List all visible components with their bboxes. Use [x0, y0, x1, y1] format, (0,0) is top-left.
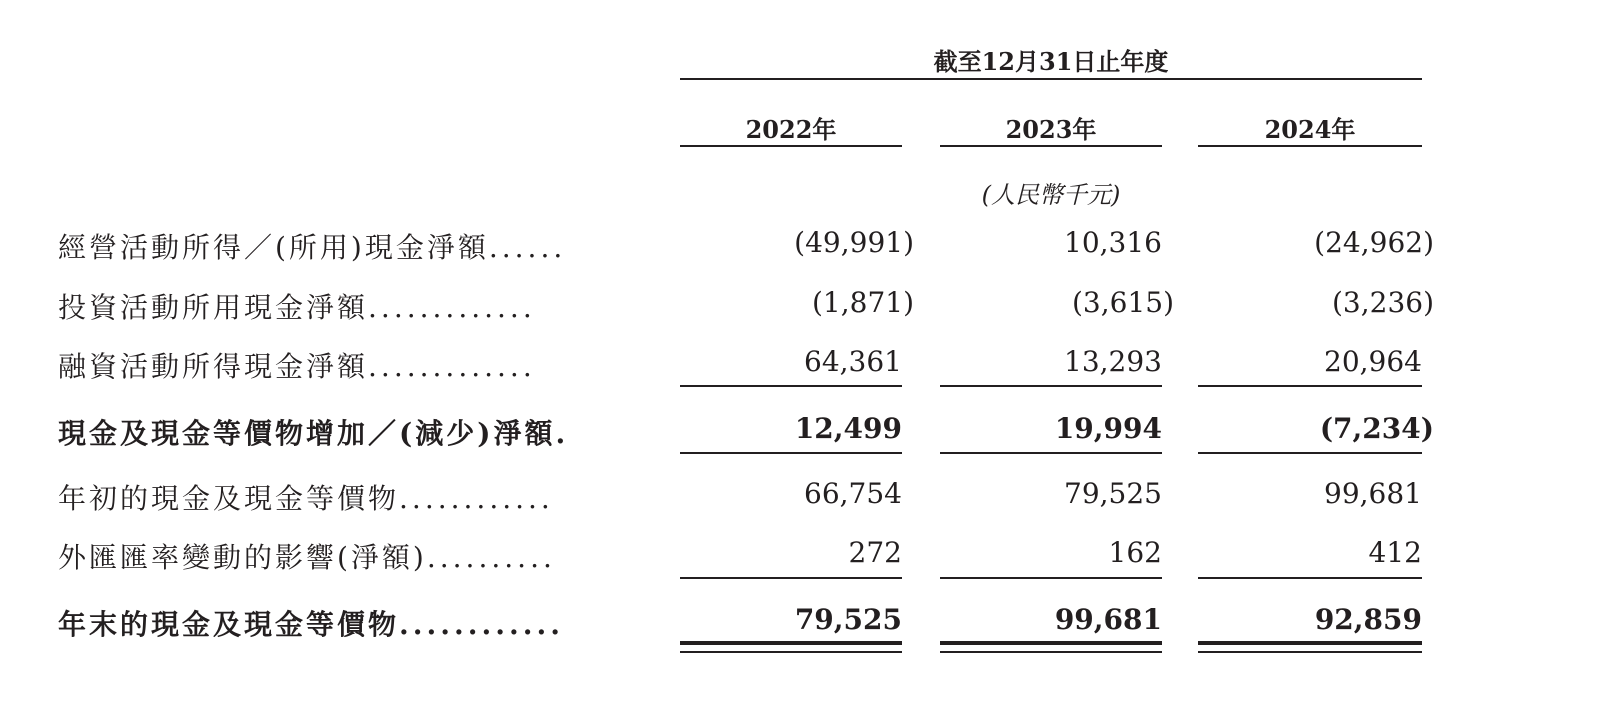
row-fx-effect-2023: 162 [1108, 536, 1162, 569]
row-fx-effect-2024: 412 [1368, 536, 1422, 569]
period-header: 截至12月31日止年度 [933, 47, 1169, 76]
subtotal-rule-2023 [940, 385, 1162, 387]
leader-dots: . [555, 417, 570, 450]
leader-dots: ............. [368, 291, 536, 324]
year-header-2022: 2022年 [745, 115, 837, 144]
double-rule-bottom-2023 [940, 651, 1162, 653]
row-financing-cash-label [58, 345, 682, 385]
year-header-2023: 2023年 [1005, 115, 1097, 144]
row-closing-balance-label [58, 603, 682, 643]
row-label-text: 現金及現金等價物增加／(減少)淨額 [58, 417, 556, 450]
net-change-rule-2022 [680, 452, 902, 454]
row-operating-cash-2023: 10,316 [1064, 226, 1162, 259]
row-investing-cash-label [58, 286, 682, 326]
total-rule-2023 [940, 577, 1162, 579]
row-net-change-2022: 12,499 [794, 412, 902, 445]
double-rule-bottom-2022 [680, 651, 902, 653]
row-investing-cash-2023: (3,615) [1071, 286, 1174, 319]
leader-dots: ...... [488, 231, 567, 264]
row-investing-cash-2022: (1,871) [811, 286, 914, 319]
total-rule-2024 [1198, 577, 1422, 579]
row-label-text: 年初的現金及現金等價物 [58, 482, 400, 515]
row-closing-balance-2022: 79,525 [794, 603, 902, 636]
net-change-rule-2024 [1198, 452, 1422, 454]
row-opening-balance-label [58, 477, 682, 517]
double-rule-top-2022 [680, 641, 902, 645]
subtotal-rule-2024 [1198, 385, 1422, 387]
net-change-rule-2023 [940, 452, 1162, 454]
row-net-change-2024: (7,234) [1319, 412, 1434, 445]
year-rule-2023 [940, 145, 1162, 147]
year-rule-2024 [1198, 145, 1422, 147]
row-operating-cash-label [58, 226, 682, 266]
subtotal-rule-2022 [680, 385, 902, 387]
row-label-text: 經營活動所得／(所用)現金淨額 [58, 231, 489, 264]
row-net-change-2023: 19,994 [1054, 412, 1162, 445]
year-rule-2022 [680, 145, 902, 147]
double-rule-bottom-2024 [1198, 651, 1422, 653]
double-rule-top-2023 [940, 641, 1162, 645]
row-label-text: 融資活動所得現金淨額 [58, 350, 369, 383]
row-operating-cash-2024: (24,962) [1314, 226, 1434, 259]
row-opening-balance-2022: 66,754 [804, 477, 902, 510]
row-financing-cash-2024: 20,964 [1324, 345, 1422, 378]
row-closing-balance-2023: 99,681 [1054, 603, 1162, 636]
leader-dots: ............ [399, 608, 564, 641]
leader-dots: .......... [426, 541, 556, 574]
row-operating-cash-2022: (49,991) [794, 226, 914, 259]
double-rule-top-2024 [1198, 641, 1422, 645]
total-rule-2022 [680, 577, 902, 579]
row-opening-balance-2023: 79,525 [1064, 477, 1162, 510]
row-label-text: 外匯匯率變動的影響(淨額) [58, 541, 427, 574]
row-financing-cash-2022: 64,361 [804, 345, 902, 378]
unit-label: (人民幣千元) [981, 181, 1121, 209]
row-fx-effect-label [58, 536, 682, 576]
leader-dots: ............ [399, 482, 554, 515]
row-opening-balance-2024: 99,681 [1324, 477, 1422, 510]
row-financing-cash-2023: 13,293 [1064, 345, 1162, 378]
leader-dots: ............. [368, 350, 536, 383]
year-header-2024: 2024年 [1264, 115, 1356, 144]
row-fx-effect-2022: 272 [848, 536, 902, 569]
row-label-text: 投資活動所用現金淨額 [58, 291, 369, 324]
row-net-change-label [58, 412, 682, 452]
row-label-text: 年末的現金及現金等價物 [58, 608, 400, 641]
period-header-rule [680, 78, 1422, 80]
row-closing-balance-2024: 92,859 [1314, 603, 1422, 636]
row-investing-cash-2024: (3,236) [1331, 286, 1434, 319]
